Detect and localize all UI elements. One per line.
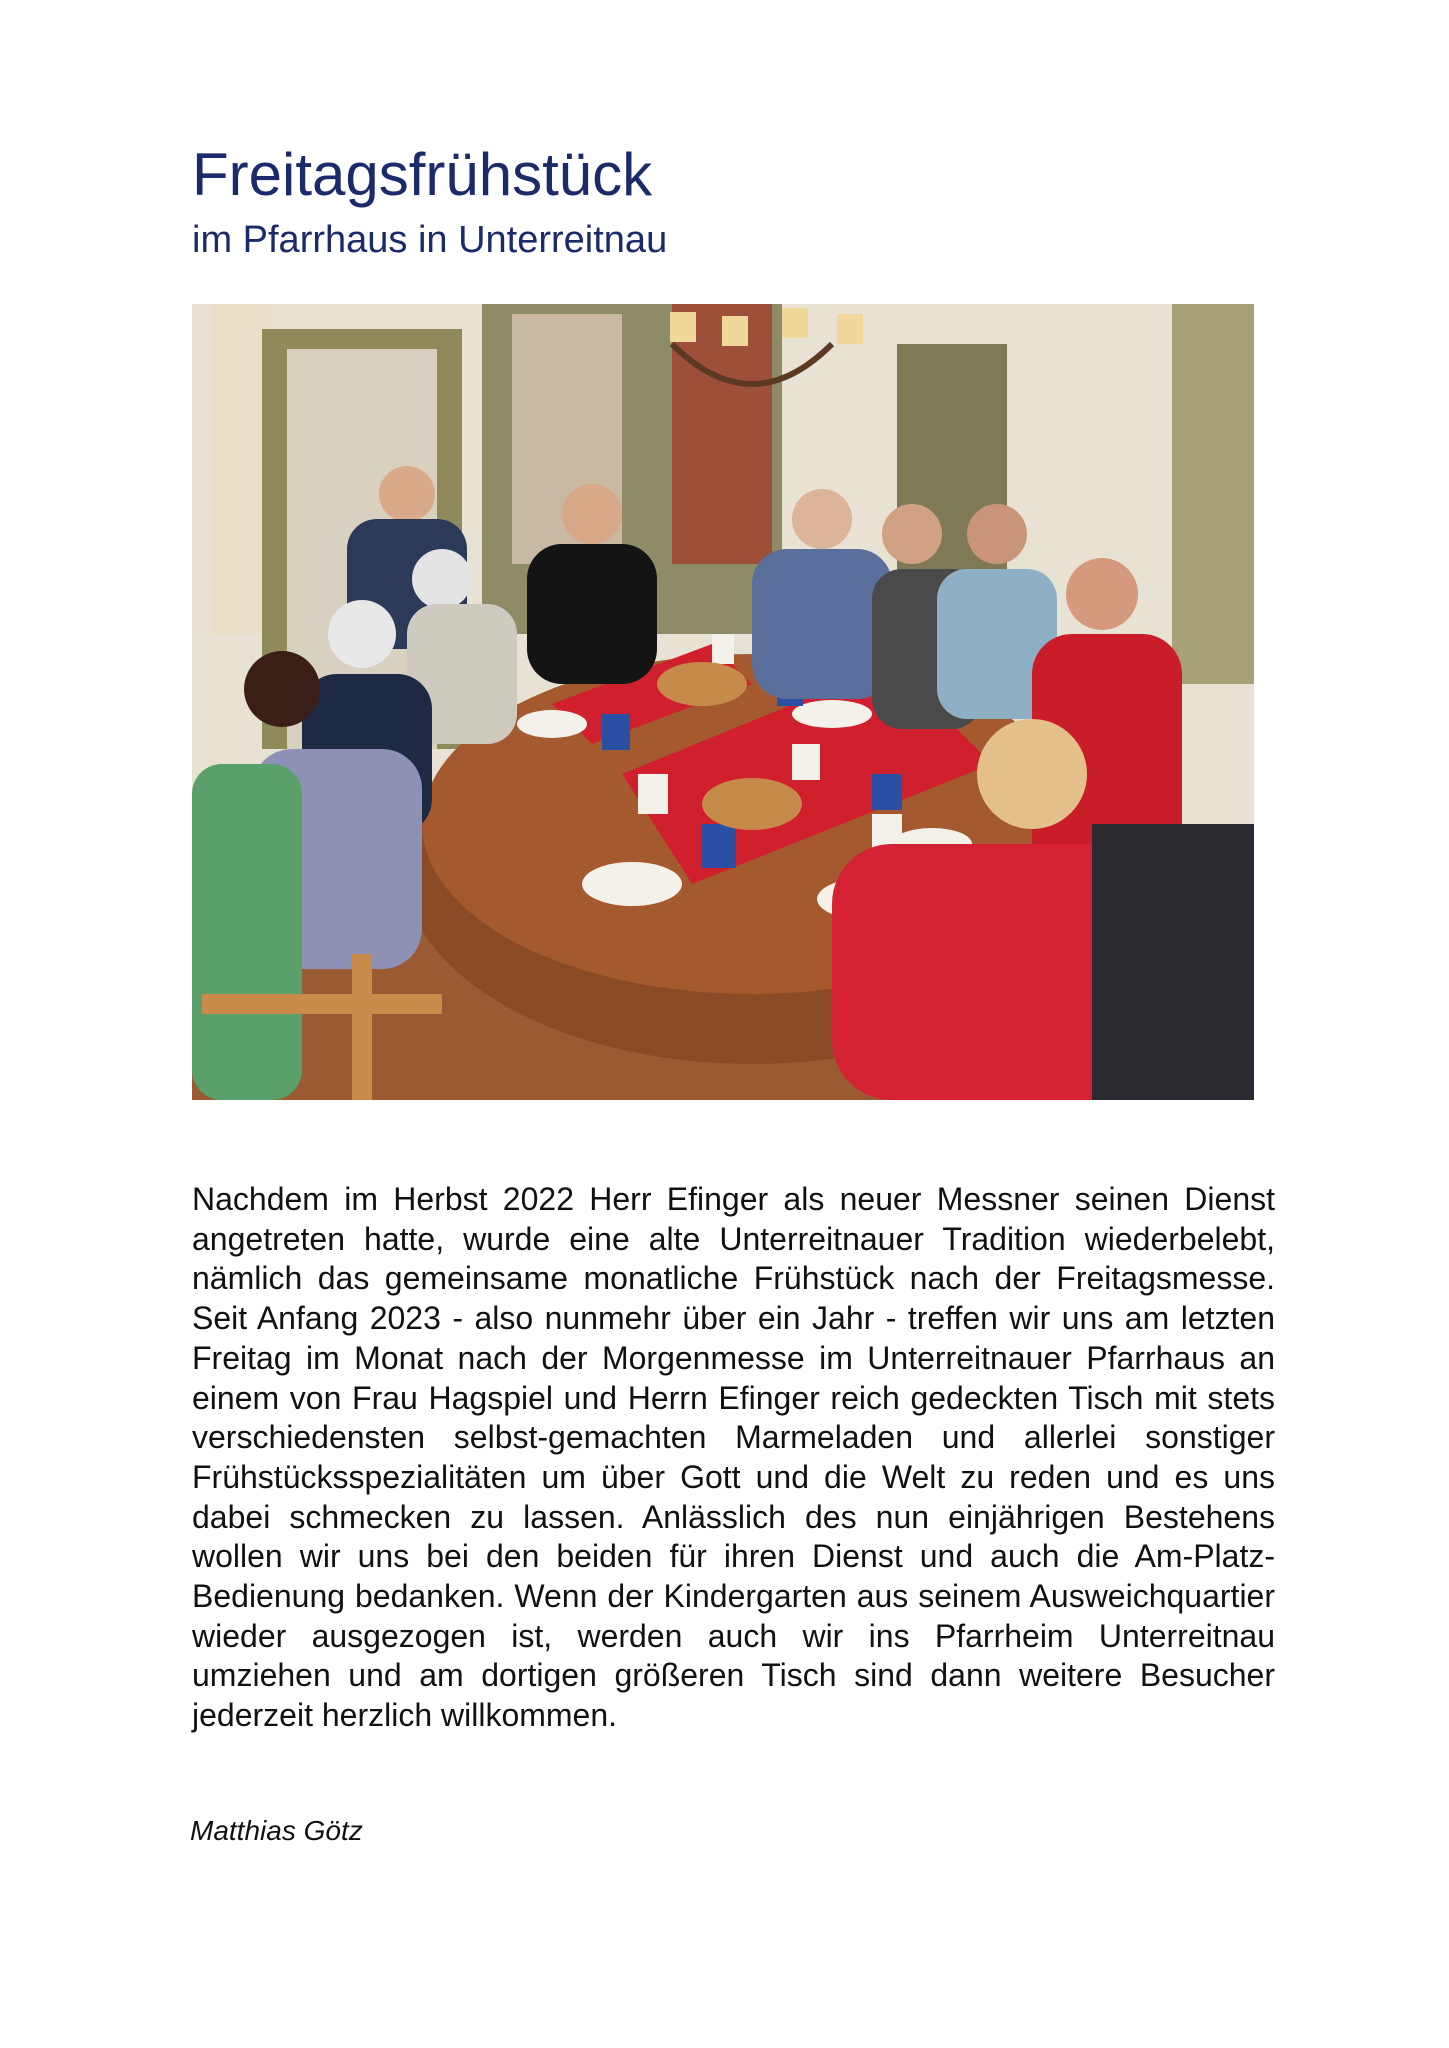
page-subtitle: im Pfarrhaus in Unterreitnau [192,219,668,261]
photo-illustration [192,304,1254,1100]
page-title: Freitagsfrühstück [192,141,653,208]
group-breakfast-photo [192,304,1254,1100]
article-body: Nachdem im Herbst 2022 Herr Efinger als neuer Messner seinen Dienst angetreten hatte, wurde eine alte Unterreitnauer Tradition wiederbelebt, nämlich das gemeinsame monatliche Frühstück nach der Freitagsmesse. Seit Anfang 2023 - also nunmehr über ein Jahr - treffen wir uns am letzten Freitag im Monat nach der Morgenmesse im Unterreitnauer Pfarrhaus an einem von Frau Hagspiel und Herrn Efinger reich gedeckten Tisch mit stets verschiedensten selbst-gemachten Marmeladen und allerlei sonstiger Frühstücksspezialitäten um über Gott und die Welt zu reden und es uns dabei schmecken zu lassen. Anlässlich des nun einjährigen Bestehens wollen wir uns bei den beiden für ihren Dienst und auch die Am-Platz-Bedienung bedanken. Wenn der Kindergarten aus seinem Ausweichquartier wieder ausgezogen ist, werden auch wir ins Pfarrheim Unterreitnau umziehen und am dortigen größeren Tisch sind dann weitere Besucher jederzeit herzlich willkommen. [192,1181,1275,1734]
author-signature: Matthias Götz [190,1815,363,1846]
